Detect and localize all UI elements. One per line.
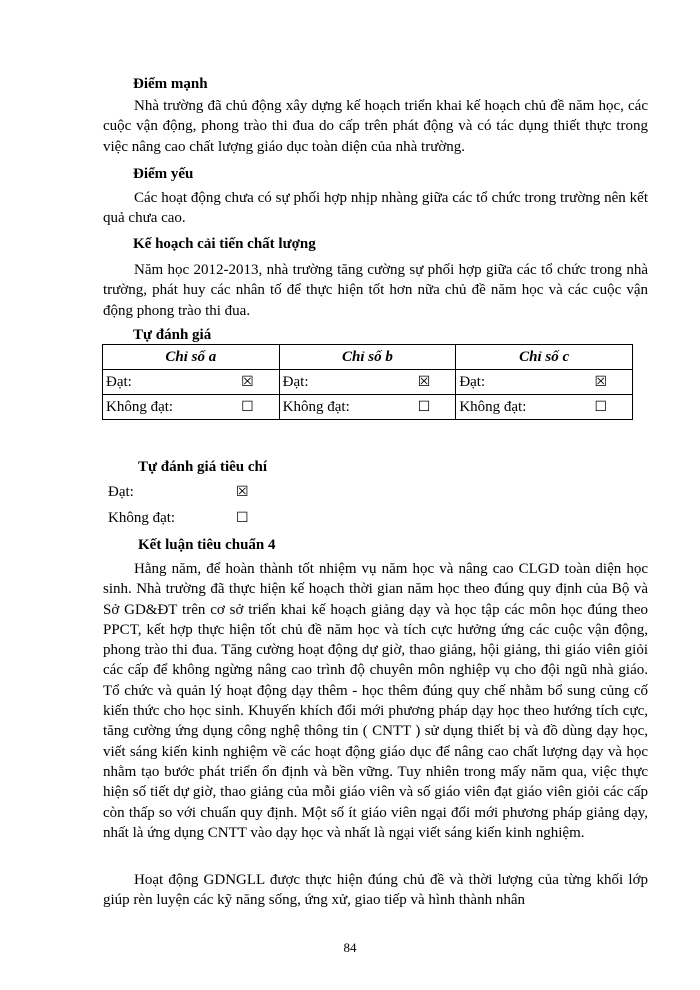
- self-eval-table: [102, 344, 633, 420]
- criterion-fail-row: Không đạt: ☐: [108, 510, 249, 526]
- strengths-heading: Điểm mạnh: [133, 76, 208, 92]
- indicator-c-header: Chỉ số c: [456, 345, 633, 370]
- self-eval-header-row: [103, 345, 633, 370]
- page-number: 84: [343, 940, 357, 955]
- conclusion-paragraph-1: Hằng năm, để hoàn thành tốt nhiệm vụ năm học và nâng cao CLGD toàn diện học sinh. Nhà trường đã thực hiện kế hoạch thời gian năm học theo đúng quy định của Bộ và Sở GD&ĐT trên cơ sở triển khai kế hoạch giảng dạy và học tập các môn học đúng theo PPCT, kết hợp thực hiện tốt chủ đề năm học và tích cực hưởng ứng các cuộc vận động, phong trào thi đua. Tăng cường hoạt động dự giờ, thao giảng, hội giảng, thi giáo viên giỏi các cấp để không ngừng nâng cao trình độ chuyên môn nghiệp vụ cho đội ngũ nhà giáo. Tổ chức và quản lý hoạt động dạy thêm - học thêm đúng quy chế nhằm bổ sung củng cố kiến thức cho học sinh. Khuyến khích đổi mới phương pháp dạy học theo hướng tích cực, tăng cường ứng dụng công nghệ thông tin ( CNTT ) sử dụng thiết bị và đồ dùng dạy học, viết sáng kiến kinh nghiệm về các hoạt động giáo dục để nâng cao chất lượng dạy và học nhằm tạo bước phát triển ổn định và bền vững. Tuy nhiên trong mấy năm qua, việc thực hiện số tiết dự giờ, thao giảng của mỗi giáo viên và số giáo viên đạt giáo viên giỏi các cấp còn thấp so với chuẩn quy định. Một số ít giáo viên ngại đổi mới phương pháp giảng dạy, nhất là ứng dụng CNTT vào dạy học và nhất là ngại viết sáng kiến kinh nghiệm.: [103, 561, 648, 841]
- checked-box-icon[interactable]: ☒: [241, 374, 254, 390]
- self-eval-heading: Tự đánh giá: [133, 327, 212, 343]
- indicator-a-pass: Đạt: ☒: [103, 370, 280, 395]
- indicator-c-fail: Không đạt: ☐: [456, 395, 633, 420]
- empty-box-icon[interactable]: ☐: [594, 399, 607, 415]
- conclusion-heading: Kết luận tiêu chuẩn 4: [138, 537, 276, 553]
- conclusion-paragraph-2: Hoạt động GDNGLL được thực hiện đúng chủ đề và thời lượng của từng khối lớp giúp rèn luyện các kỹ năng sống, ứng xử, giao tiếp và hình thành nhân: [103, 872, 648, 909]
- criterion-pass-row: Đạt: ☒: [108, 484, 249, 500]
- indicator-b-pass: Đạt: ☒: [279, 370, 456, 395]
- empty-box-icon[interactable]: ☐: [241, 399, 254, 415]
- strengths-paragraph: Nhà trường đã chủ động xây dựng kế hoạch triển khai kế hoạch chủ đề năm học, các cuộc vận động, phong trào thi đua do cấp trên phát động và có tác dụng thiết thực trong việc nâng cao chất lượng giáo dục toàn diện của nhà trường.: [103, 98, 648, 155]
- self-eval-fail-row: [103, 395, 633, 420]
- checked-box-icon[interactable]: ☒: [417, 374, 431, 390]
- checked-box-icon[interactable]: ☒: [236, 484, 249, 500]
- self-eval-pass-row: [103, 370, 633, 395]
- indicator-a-fail: Không đạt: ☐: [103, 395, 280, 420]
- indicator-a-header: Chỉ số a: [103, 345, 280, 370]
- indicator-b-fail: Không đạt: ☐: [279, 395, 456, 420]
- criterion-eval-heading: Tự đánh giá tiêu chí: [138, 459, 268, 475]
- empty-box-icon[interactable]: ☐: [236, 510, 249, 526]
- improvement-heading: Kế hoạch cải tiến chất lượng: [133, 236, 316, 252]
- indicator-c-pass: Đạt: ☒: [456, 370, 633, 395]
- empty-box-icon[interactable]: ☐: [417, 399, 431, 415]
- checked-box-icon[interactable]: ☒: [594, 374, 607, 390]
- weaknesses-paragraph: Các hoạt động chưa có sự phối hợp nhịp nhàng giữa các tổ chức trong trường nên kết quả chưa cao.: [103, 190, 648, 227]
- indicator-b-header: Chỉ số b: [279, 345, 456, 370]
- weaknesses-heading: Điểm yếu: [133, 166, 194, 182]
- improvement-paragraph: Năm học 2012-2013, nhà trường tăng cường sự phối hợp giữa các tổ chức trong nhà trường, phát huy các nhân tố để thực hiện tốt hơn nữa chủ đề năm học và các cuộc vận động phong trào thi đua.: [103, 262, 648, 319]
